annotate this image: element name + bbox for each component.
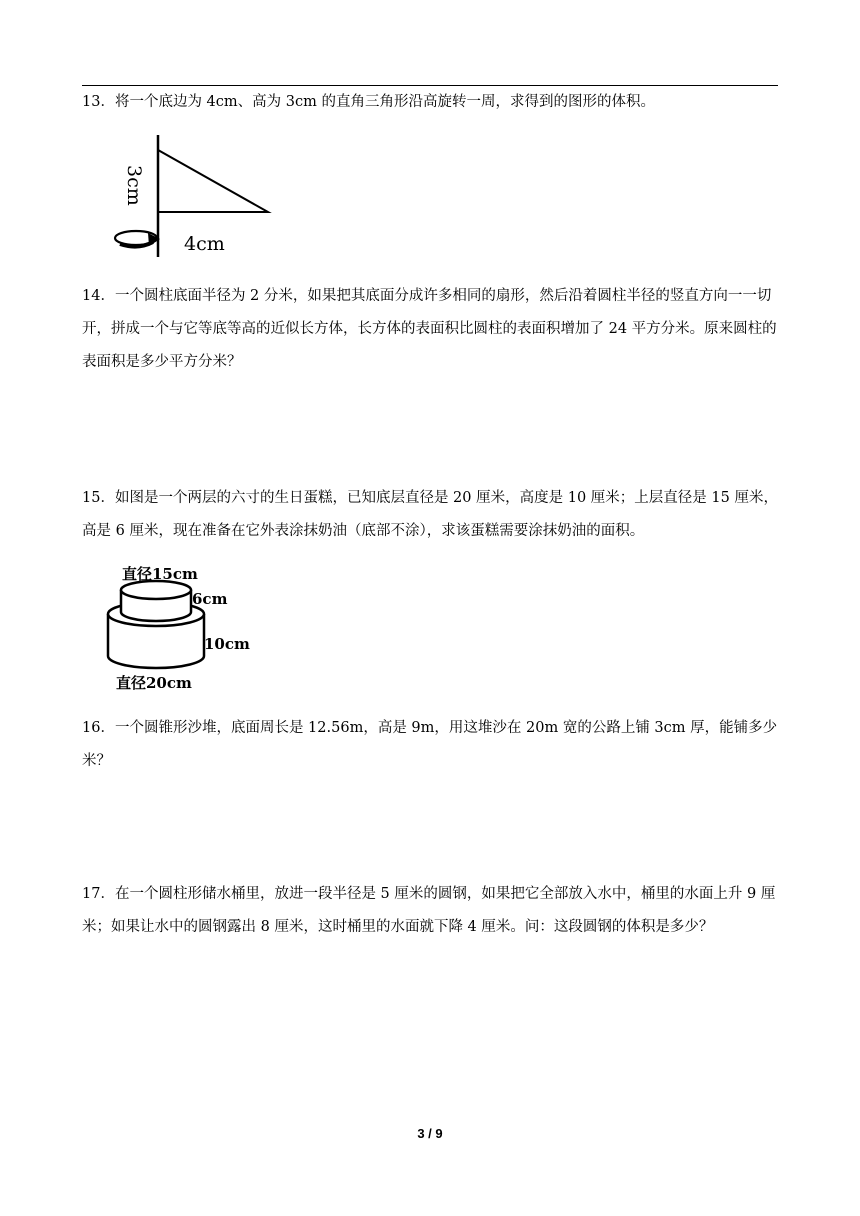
question-14: 14．一个圆柱底面半径为 2 分米，如果把其底面分成许多相同的扇形，然后沿着圆柱半径的竖直方向一一切开，拼成一个与它等底等高的近似长方体，长方体的表面积比圆柱的表面积增加了 24 平方分米。原来圆柱的表面积是多少平方分米？: [82, 288, 777, 370]
right-triangle: [158, 150, 268, 212]
top-height-label: 6cm: [192, 590, 228, 608]
top-diameter-label: 直径15cm: [122, 565, 198, 583]
question-13: 13．将一个底边为 4cm、高为 3cm 的直角三角形沿高旋转一周，求得到的图形的体积。: [82, 94, 655, 110]
question-16: 16．一个圆锥形沙堆，底面周长是 12.56m，高是 9m，用这堆沙在 20m 宽的公路上铺 3cm 厚，能铺多少米？: [82, 720, 778, 769]
page-number: 3 / 9: [417, 1126, 443, 1141]
cake-figure: [100, 560, 260, 692]
triangle-rotation-figure: [108, 132, 278, 262]
question-17: 17．在一个圆柱形储水桶里，放进一段半径是 5 厘米的圆钢，如果把它全部放入水中，桶里的水面上升 9 厘米；如果让水中的圆钢露出 8 厘米，这时桶里的水面就下降 4 厘米。问：这段圆钢的体积是多少？: [82, 886, 776, 935]
top-tier: [121, 581, 191, 621]
bottom-diameter-label: 直径20cm: [116, 674, 192, 692]
height-label: 3cm: [123, 165, 145, 206]
bottom-height-label: 10cm: [204, 635, 250, 653]
rotation-arrow-icon: [115, 231, 160, 247]
base-label: 4cm: [184, 233, 225, 255]
question-15: 15．如图是一个两层的六寸的生日蛋糕，已知底层直径是 20 厘米，高度是 10 厘米；上层直径是 15 厘米，高是 6 厘米，现在准备在它外表涂抹奶油（底部不涂），求该蛋糕需要涂抹奶油的面积。: [82, 490, 778, 539]
